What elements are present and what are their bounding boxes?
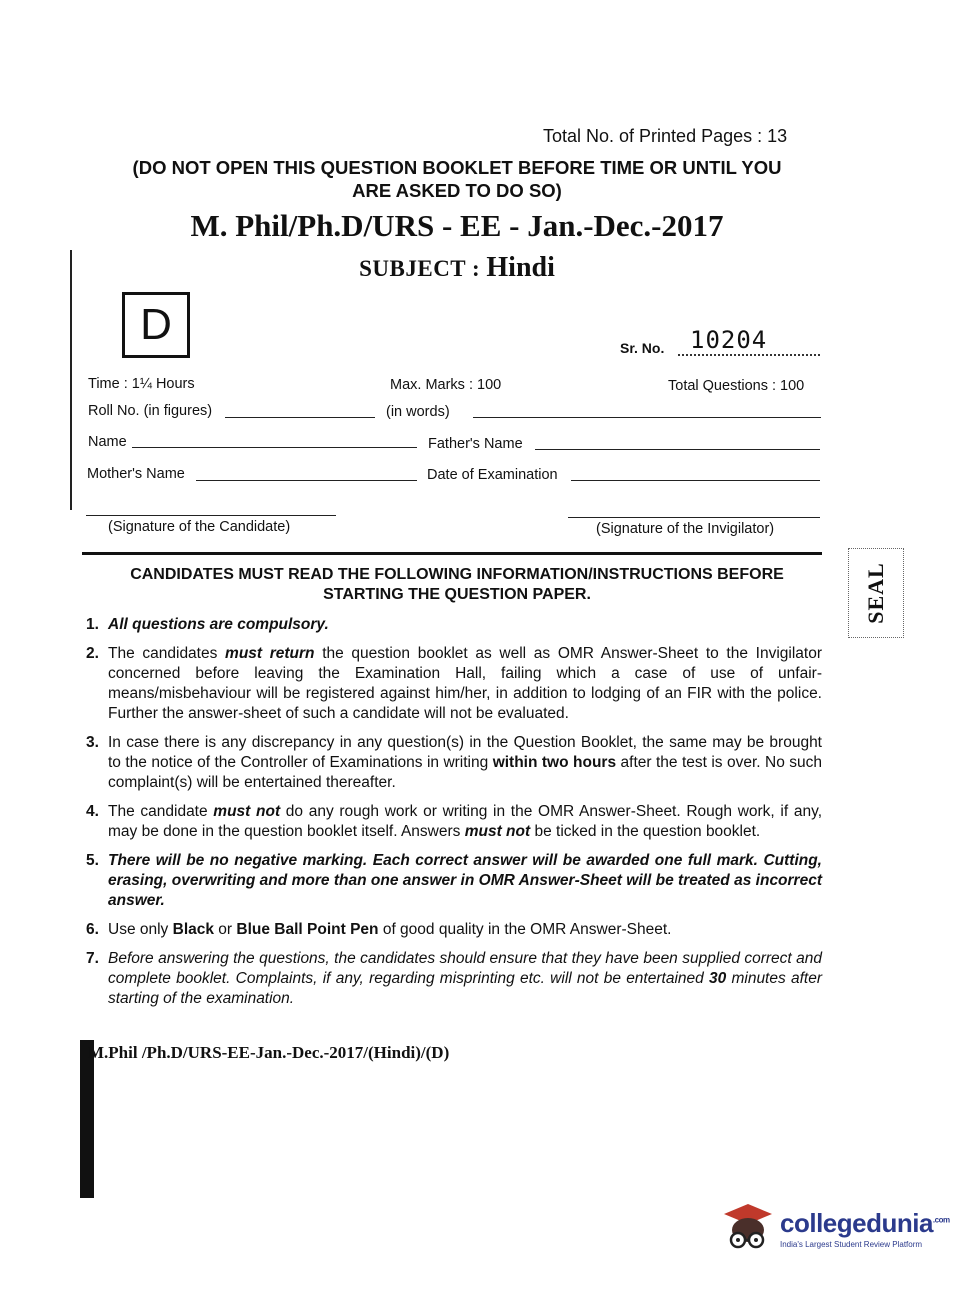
instructions-heading xyxy=(92,565,822,605)
instruction-number: 4. xyxy=(86,803,99,820)
total-questions: Total Questions : 100 xyxy=(668,378,805,394)
invigilator-signature-label: (Signature of the Invigilator) xyxy=(596,521,775,537)
serial-number-value: 10204 xyxy=(690,326,768,354)
seal-label: SEAL xyxy=(863,562,888,624)
roll-words-label: (in words) xyxy=(386,404,450,420)
mother-name-field[interactable] xyxy=(196,480,417,481)
instruction-emphasis: Blue Ball Point Pen xyxy=(236,921,379,938)
instruction-number: 3. xyxy=(86,734,99,751)
warning-line-1: (DO NOT OPEN THIS QUESTION BOOKLET BEFORE TIME OR UNTIL YOU xyxy=(132,157,782,178)
max-marks: Max. Marks : 100 xyxy=(390,377,502,393)
logo-tagline: India's Largest Student Review Platform xyxy=(780,1240,923,1249)
logo-wordmark xyxy=(780,1208,950,1239)
instruction-text: the question booklet as well as OMR Answer-Sheet to the Invigilator concerned before leaving the Examination Hall, failing which a case of use of unfair-means/misbehaviour will be registered against him/her, in addition to lodging of an FIR with the police. Further the answer-sheet of such a candidate will not be evaluated. xyxy=(108,645,822,722)
mascot-icon xyxy=(718,1200,776,1256)
seal-stamp xyxy=(848,548,904,638)
instruction-text: do any rough work or writing in the OMR Answer-Sheet. Rough work, if any, may be done in the question booklet itself. Answers xyxy=(108,803,822,840)
instruction-emphasis: must return xyxy=(225,645,315,662)
subject-value: Hindi xyxy=(486,252,555,283)
logo-name: collegedunia xyxy=(780,1208,933,1238)
instruction-number: 6. xyxy=(86,921,99,938)
collegedunia-logo xyxy=(718,1200,948,1260)
roll-words-field[interactable] xyxy=(473,417,821,418)
instruction-emphasis: must not xyxy=(464,823,531,840)
printed-pages-count: Total No. of Printed Pages : 13 xyxy=(543,126,788,146)
instructions-list xyxy=(86,615,822,1018)
instruction-text: In case there is any discrepancy in any question(s) in the Question Booklet, the same may be brought to the notice of the Controller of Examinations in writing xyxy=(108,734,822,771)
exam-title: M. Phil/Ph.D/URS - EE - Jan.-Dec.-2017 xyxy=(190,208,724,243)
instruction-text: Before answering the questions, the candidates should ensure that they have been supplied correct and complete booklet. Complaints, if any, regarding misprinting etc. will not be entertained xyxy=(108,950,822,987)
name-field[interactable] xyxy=(132,447,417,448)
instruction-item xyxy=(86,920,822,940)
section-divider xyxy=(82,552,822,555)
instruction-emphasis: 30 xyxy=(708,970,727,987)
serial-number-label: Sr. No. xyxy=(620,340,665,356)
exam-duration xyxy=(88,376,195,392)
left-margin-rule xyxy=(70,250,72,510)
instruction-text: or xyxy=(214,921,237,938)
invigilator-signature-field[interactable] xyxy=(568,517,820,518)
subject-line xyxy=(92,252,822,284)
mother-name-label: Mother's Name xyxy=(87,466,185,482)
name-label: Name xyxy=(88,434,127,450)
instruction-number: 2. xyxy=(86,645,99,662)
instruction-emphasis: within two hours xyxy=(492,754,617,771)
booklet-footer-code: M.Phil /Ph.D/URS-EE-Jan.-Dec.-2017/(Hindi)/(D) xyxy=(88,1043,450,1062)
instruction-item xyxy=(86,615,822,635)
instruction-emphasis: must not xyxy=(213,803,281,820)
exam-duration-text: Time : 1¼ Hours xyxy=(88,376,195,392)
instruction-item xyxy=(86,802,822,842)
instructions-heading-line-1: CANDIDATES MUST READ THE FOLLOWING INFORMATION/INSTRUCTIONS BEFORE xyxy=(130,566,784,583)
instruction-text: minutes after starting of the examination. xyxy=(108,970,822,1007)
father-name-field[interactable] xyxy=(535,449,820,450)
instruction-item xyxy=(86,851,822,911)
instruction-emphasis: Black xyxy=(172,921,214,938)
instruction-text: The candidate xyxy=(108,803,214,820)
instruction-text: of good quality in the OMR Answer-Sheet. xyxy=(378,921,672,938)
instruction-item xyxy=(86,949,822,1009)
left-margin-scan-edge xyxy=(80,1040,94,1198)
logo-suffix: .com xyxy=(932,1215,950,1225)
roll-figures-label: Roll No. (in figures) xyxy=(88,403,213,419)
subject-label: SUBJECT : xyxy=(359,256,487,281)
instruction-text: after the test is over. No such complaint(s) will be entertained thereafter. xyxy=(108,754,823,791)
booklet-set-box xyxy=(122,292,190,358)
warning-line-2: ARE ASKED TO DO SO) xyxy=(352,180,562,201)
candidate-signature-label: (Signature of the Candidate) xyxy=(108,519,291,535)
instruction-item xyxy=(86,644,822,724)
instruction-text: Use only xyxy=(108,921,173,938)
instruction-text: The candidates xyxy=(108,645,226,662)
date-of-exam-field[interactable] xyxy=(571,480,820,481)
do-not-open-warning xyxy=(92,156,822,202)
roll-figures-field[interactable] xyxy=(225,417,375,418)
instruction-text: There will be no negative marking. Each correct answer will be awarded one full mark. Cutting, erasing, overwriting and more than one answer in OMR Answer-Sheet will be treated as incorrect answer. xyxy=(108,852,822,909)
date-of-exam-label: Date of Examination xyxy=(427,467,558,483)
candidate-signature-field[interactable] xyxy=(86,515,336,516)
father-name-label: Father's Name xyxy=(428,436,523,452)
instruction-number: 7. xyxy=(86,950,99,967)
instruction-number: 1. xyxy=(86,616,99,633)
instruction-item xyxy=(86,733,822,793)
booklet-set-code: D xyxy=(140,300,172,349)
instruction-number: 5. xyxy=(86,852,99,869)
instruction-text: All questions are compulsory. xyxy=(108,616,329,633)
serial-number-dotted-line xyxy=(678,354,820,356)
instruction-text: be ticked in the question booklet. xyxy=(530,823,761,840)
instructions-heading-line-2: STARTING THE QUESTION PAPER. xyxy=(323,586,591,603)
